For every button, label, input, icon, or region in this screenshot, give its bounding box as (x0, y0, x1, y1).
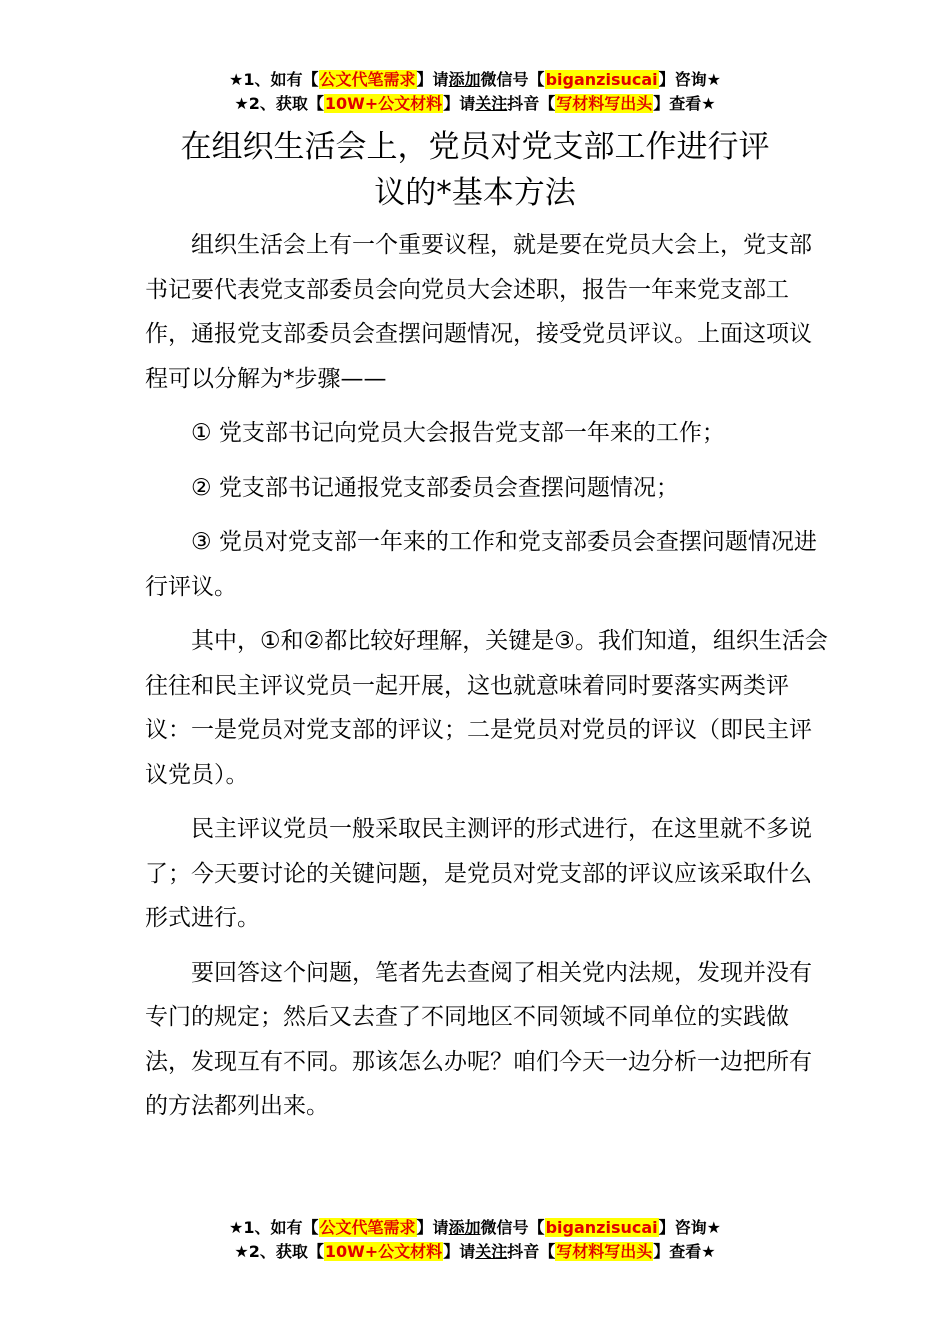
banner-line-2 (0, 92, 950, 116)
title-line-2: 议的*基本方法 (374, 175, 576, 211)
highlight-materials: 10W+公文材料 (324, 1242, 443, 1261)
document-title (100, 124, 850, 216)
banner-text: 】请 (443, 1242, 476, 1261)
banner-text: ★2、获取【 (234, 1242, 324, 1261)
banner-underlined: 关注 (475, 94, 508, 113)
highlight-douyin-account: 写材料写出头 (556, 94, 653, 113)
banner-text: 】查看★ (653, 94, 716, 113)
list-item-step-2: ② 党支部书记通报党支部委员会查摆问题情况； (191, 474, 679, 501)
banner-line-2 (0, 1240, 950, 1264)
banner-text: ★2、获取【 (234, 94, 324, 113)
banner-text: 】请 (416, 70, 449, 89)
banner-underlined: 添加 (448, 70, 481, 89)
banner-text: 】查看★ (653, 1242, 716, 1261)
highlight-materials: 10W+公文材料 (324, 94, 443, 113)
highlight-wechat-id: biganzisucai (545, 70, 658, 89)
banner-text: 抖音【 (507, 1242, 556, 1261)
banner-text: ★1、如有【 (229, 1218, 319, 1237)
list-item-step-1: ① 党支部书记向党员大会报告党支部一年来的工作； (191, 420, 725, 446)
highlight-douyin-account: 写材料写出头 (556, 1242, 653, 1261)
header-banner (0, 68, 950, 116)
banner-text: 抖音【 (507, 94, 556, 113)
paragraph: 组织生活会上有一个重要议程，就是要在党员大会上，党支部书记要代表党支部委员会向党员大会述职，报告一年来党支部工作，通报党支部委员会查摆问题情况，接受党员评议。上面这项议程可以分解为*步骤—— (145, 232, 812, 392)
paragraph: 要回答这个问题，笔者先去查阅了相关党内法规，发现并没有专门的规定；然后又去查了不同地区不同领域不同单位的实践做法，发现互有不同。那该怎么办呢？咱们今天一边分析一边把所有的方法都列出来。 (145, 959, 812, 1119)
banner-line-1 (0, 1216, 950, 1240)
list-item-step-3: ③ 党员对党支部一年来的工作和党支部委员会查摆问题情况进行评议。 (145, 529, 817, 600)
banner-underlined: 关注 (475, 1242, 508, 1261)
banner-text: 】咨询★ (658, 1218, 721, 1237)
paragraph: 民主评议党员一般采取民主测评的形式进行，在这里就不多说了；今天要讨论的关键问题，是党员对党支部的评议应该采取什么形式进行。 (145, 816, 812, 931)
highlight-service: 公文代笔需求 (319, 1218, 416, 1237)
banner-underlined: 添加 (448, 1218, 481, 1237)
paragraph: 其中，①和②都比较好理解，关键是③。我们知道，组织生活会往往和民主评议党员一起开展，这也就意味着同时要落实两类评议：一是党员对党支部的评议；二是党员对党员的评议（即民主评议党员）。 (145, 628, 828, 788)
title-line-1: 在组织生活会上，党员对党支部工作进行评 (180, 129, 770, 165)
document-body (145, 223, 833, 1139)
banner-text: 微信号【 (480, 70, 545, 89)
banner-text: 】请 (443, 94, 476, 113)
banner-line-1 (0, 68, 950, 92)
banner-text: 】请 (416, 1218, 449, 1237)
footer-banner (0, 1216, 950, 1264)
highlight-service: 公文代笔需求 (319, 70, 416, 89)
banner-text: ★1、如有【 (229, 70, 319, 89)
banner-text: 微信号【 (480, 1218, 545, 1237)
banner-text: 】咨询★ (658, 70, 721, 89)
highlight-wechat-id: biganzisucai (545, 1218, 658, 1237)
